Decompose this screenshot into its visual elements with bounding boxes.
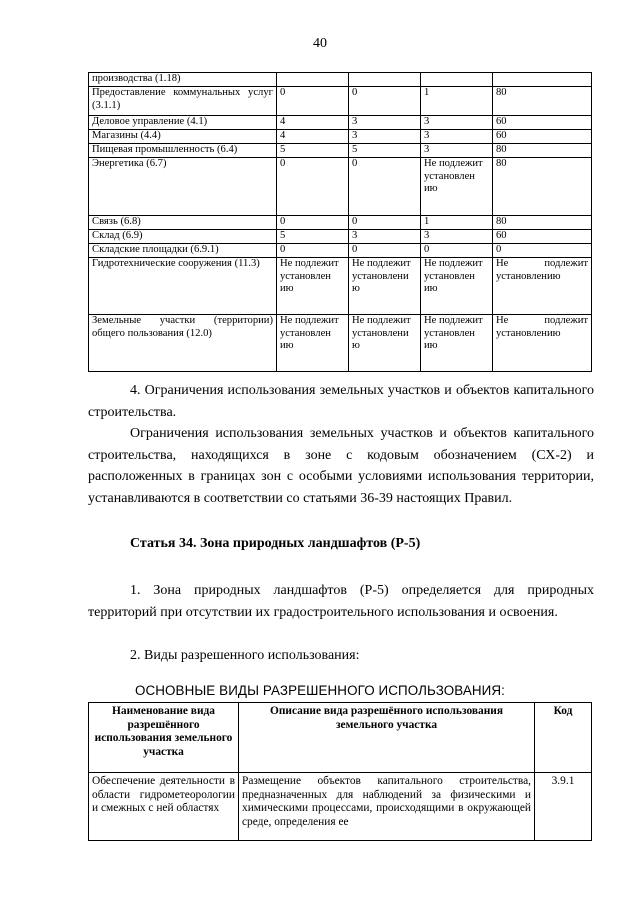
cell: Не подлежит установлен ию bbox=[277, 315, 349, 372]
column-header: Описание вида разрешённого использования земельного участка bbox=[239, 703, 535, 773]
column-header: Код bbox=[535, 703, 592, 773]
table-row bbox=[89, 315, 592, 372]
cell: Не подлежит установлен ию bbox=[421, 315, 493, 372]
cell: 0 bbox=[277, 244, 349, 258]
cell: 3 bbox=[349, 130, 421, 144]
cell: Не подлежит установлению bbox=[493, 315, 592, 372]
table-caption: ОСНОВНЫЕ ВИДЫ РАЗРЕШЕННОГО ИСПОЛЬЗОВАНИЯ: bbox=[134, 683, 505, 698]
page-number: 40 bbox=[313, 36, 327, 51]
cell: 80 bbox=[493, 87, 592, 116]
cell: 3 bbox=[349, 116, 421, 130]
cell bbox=[421, 73, 493, 87]
table-row bbox=[89, 73, 592, 87]
table-row bbox=[89, 144, 592, 158]
cell: 5 bbox=[277, 144, 349, 158]
table-row bbox=[89, 130, 592, 144]
cell: 3 bbox=[421, 116, 493, 130]
cell bbox=[349, 73, 421, 87]
article-heading: Статья 34. Зона природных ландшафтов (Р-5) bbox=[130, 536, 421, 551]
cell: 0 bbox=[277, 87, 349, 116]
table-row bbox=[89, 158, 592, 216]
row-name: Гидротехнические сооружения (11.3) bbox=[89, 258, 277, 315]
use-code: 3.9.1 bbox=[535, 773, 592, 841]
cell: 3 bbox=[421, 130, 493, 144]
row-name: производства (1.18) bbox=[89, 73, 277, 87]
paragraph-restrictions: 4. Ограничения использования земельных участков и объектов капитального строительства. bbox=[88, 383, 594, 420]
cell: 1 bbox=[421, 216, 493, 230]
cell: 80 bbox=[493, 216, 592, 230]
cell: 4 bbox=[277, 116, 349, 130]
cell: 0 bbox=[349, 87, 421, 116]
table-row bbox=[89, 116, 592, 130]
table-row bbox=[89, 258, 592, 315]
table-row bbox=[89, 230, 592, 244]
table-row bbox=[89, 244, 592, 258]
row-name: Магазины (4.4) bbox=[89, 130, 277, 144]
cell: 3 bbox=[421, 144, 493, 158]
cell: Не подлежит установлен ию bbox=[421, 158, 493, 216]
cell bbox=[493, 73, 592, 87]
row-name: Земельные участки (территории) общего пользования (12.0) bbox=[89, 315, 277, 372]
cell: 4 bbox=[277, 130, 349, 144]
paragraph-zone-definition: 1. Зона природных ландшафтов (Р-5) определяется для природных территорий при отсутствии их градостроительного использования и освоения. bbox=[88, 583, 594, 620]
cell: 0 bbox=[277, 216, 349, 230]
row-name: Складские площадки (6.9.1) bbox=[89, 244, 277, 258]
row-name: Связь (6.8) bbox=[89, 216, 277, 230]
cell: Не подлежит установлени ю bbox=[349, 315, 421, 372]
cell: 60 bbox=[493, 130, 592, 144]
cell: Не подлежит установлению bbox=[493, 258, 592, 315]
cell: Не подлежит установлен ию bbox=[277, 258, 349, 315]
row-name: Энергетика (6.7) bbox=[89, 158, 277, 216]
cell bbox=[277, 73, 349, 87]
cell: 3 bbox=[421, 230, 493, 244]
cell: 0 bbox=[493, 244, 592, 258]
use-name: Обеспечение деятельности в области гидрометеорологии и смежных с ней областях bbox=[89, 773, 239, 841]
cell: 3 bbox=[349, 230, 421, 244]
cell: 5 bbox=[277, 230, 349, 244]
row-name: Деловое управление (4.1) bbox=[89, 116, 277, 130]
cell: 80 bbox=[493, 144, 592, 158]
cell: 1 bbox=[421, 87, 493, 116]
table-row bbox=[89, 773, 592, 841]
table-header-row bbox=[89, 703, 592, 773]
cell: 60 bbox=[493, 230, 592, 244]
building-parameters-table bbox=[88, 72, 592, 372]
paragraph-restrictions-body: Ограничения использования земельных участков и объектов капитального строительства, находящихся в зоне с кодовым обозначением (СХ-2) и расположенных в границах зон с особыми условиями использования территории, устанавливаются в соответствии со статьями 36-39 настоящих Правил. bbox=[88, 426, 594, 506]
permitted-uses-table bbox=[88, 702, 592, 841]
table-row bbox=[89, 216, 592, 230]
column-header: Наименование вида разрешённого использования земельного участка bbox=[89, 703, 239, 773]
cell: 5 bbox=[349, 144, 421, 158]
use-description: Размещение объектов капитального строительства, предназначенных для наблюдений за физическими и химическими процессами, происходящими в окружающей среде, определения ее bbox=[239, 773, 535, 841]
table-row bbox=[89, 87, 592, 116]
cell: 60 bbox=[493, 116, 592, 130]
cell: 0 bbox=[421, 244, 493, 258]
cell: 0 bbox=[277, 158, 349, 216]
paragraph-permitted-uses: 2. Виды разрешенного использования: bbox=[130, 648, 360, 663]
cell: 0 bbox=[349, 158, 421, 216]
cell: 0 bbox=[349, 244, 421, 258]
cell: Не подлежит установлен ию bbox=[421, 258, 493, 315]
row-name: Предоставление коммунальных услуг (3.1.1) bbox=[89, 87, 277, 116]
row-name: Склад (6.9) bbox=[89, 230, 277, 244]
cell: Не подлежит установлени ю bbox=[349, 258, 421, 315]
row-name: Пищевая промышленность (6.4) bbox=[89, 144, 277, 158]
cell: 0 bbox=[349, 216, 421, 230]
cell: 80 bbox=[493, 158, 592, 216]
